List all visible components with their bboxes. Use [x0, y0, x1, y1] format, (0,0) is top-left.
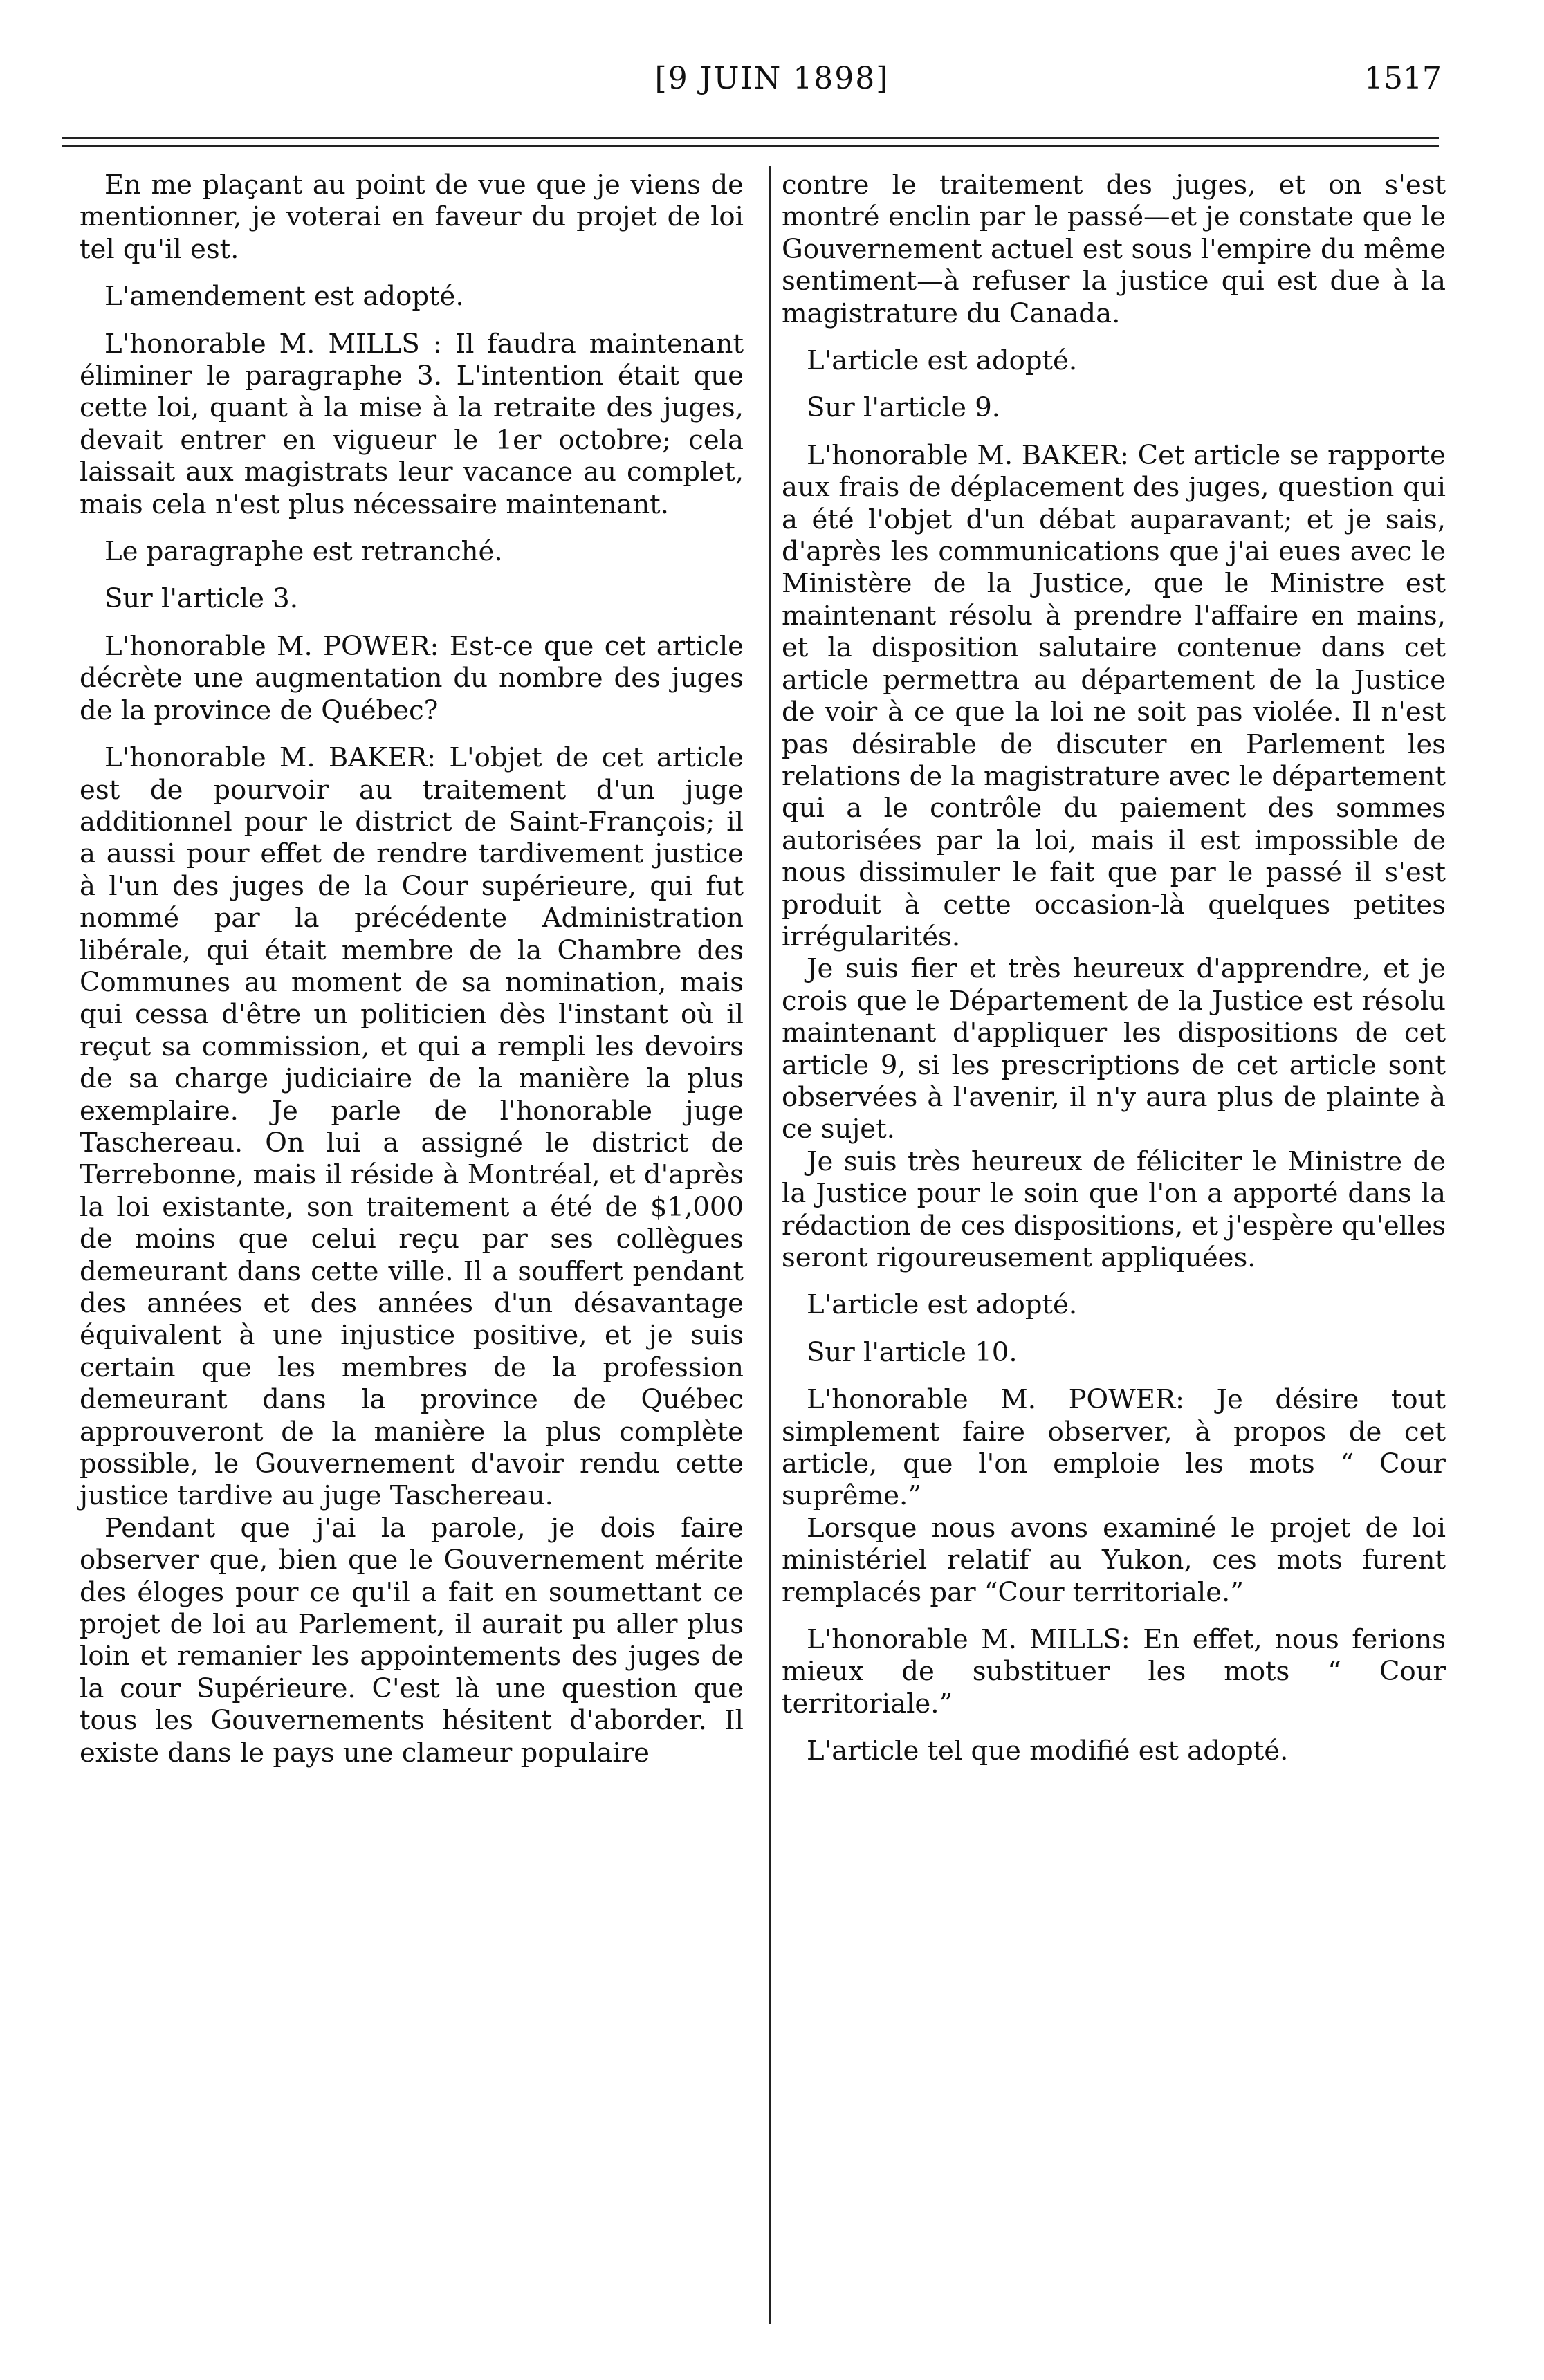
paragraph: contre le traitement des juges, et on s'est montré enclin par le passé—et je constate que le Gouvernement actuel est sous l'empire du même sentiment—à refuser la justice qui est due à la magistrature du Canada. [782, 169, 1446, 329]
paragraph: Le paragraphe est retranché. [104, 536, 503, 568]
paragraph: Je suis très heureux de féliciter le Ministre de la Justice pour le soin que l'on a apporté dans la rédaction de ces dispositions, et j'espère qu'elles seront rigoureusement appliquées. [782, 1145, 1446, 1273]
paragraph: Sur l'article 10. [807, 1336, 1018, 1368]
paragraph: Lorsque nous avons examiné le projet de loi ministériel relatif au Yukon, ces mots furent remplacés par “Cour territoriale.” [782, 1512, 1446, 1608]
paragraph: En me plaçant au point de vue que je viens de mentionner, je voterai en faveur du projet de loi tel qu'il est. [80, 169, 744, 265]
page-header [0, 61, 1544, 116]
header-date: [9 JUIN 1898] [654, 61, 890, 96]
paragraph: Sur l'article 3. [104, 583, 299, 615]
paragraph: L'honorable M. BAKER: Cet article se rapporte aux frais de déplacement des juges, question qui a été l'objet d'un débat auparavant; et je sais, d'après les communications que j'ai eues avec le Ministère de la Justice, que le Ministre est maintenant résolu à prendre l'affaire en mains, et la disposition salutaire contenue dans cet article permettra au département de la Justice de voir à ce que la loi ne soit pas violée. Il n'est pas désirable de discuter en Parlement les relations de la magistrature avec le département qui a le contrôle du paiement des sommes autorisées par la loi, mais il est impossible de nous dissimuler le fait que par le passé il s'est produit à cette occasion-là quelques petites irrégularités. [782, 439, 1446, 952]
paragraph: Pendant que j'ai la parole, je dois faire observer que, bien que le Gouvernement mérite des éloges pour ce qu'il a fait en soumettant ce projet de loi au Parlement, il aurait pu aller plus loin et remanier les appointements des juges de la cour Supérieure. C'est là une question que tous les Gouvernements hésitent d'aborder. Il existe dans le pays une clameur populaire [80, 1512, 744, 1769]
paragraph: L'honorable M. POWER: Je désire tout simplement faire observer, à propos de cet article, que l'on emploie les mots “ Cour suprême.” [782, 1384, 1446, 1512]
paragraph: L'article est adopté. [807, 345, 1078, 377]
page-number: 1517 [1364, 61, 1442, 96]
header-rule [62, 137, 1439, 139]
header-rule-double [62, 145, 1439, 147]
paragraph: L'honorable M. MILLS: En effet, nous ferions mieux de substituer les mots “ Cour territoriale.” [782, 1624, 1446, 1719]
paragraph: L'amendement est adopté. [104, 281, 464, 313]
right-column [782, 169, 1446, 1768]
paragraph: L'honorable M. POWER: Est-ce que cet article décrète une augmentation du nombre des juges de la province de Québec? [80, 630, 744, 726]
paragraph: L'honorable M. BAKER: L'objet de cet article est de pourvoir au traitement d'un juge additionnel pour le district de Saint-François; il a aussi pour effet de rendre tardivement justice à l'un des juges de la Cour supérieure, qui fut nommé par la précédente Administration libérale, qui était membre de la Chambre des Communes au moment de sa nomination, mais qui cessa d'être un politicien dès l'instant où il reçut sa commission, et qui a rempli les devoirs de sa charge judiciaire de la manière la plus exemplaire. Je parle de l'honorable juge Taschereau. On lui a assigné le district de Terrebonne, mais il réside à Montréal, et d'après la loi existante, son traitement a été de $1,000 de moins que celui reçu par ses collègues demeurant dans cette ville. Il a souffert pendant des années et des années d'un désavantage équivalent à une injustice positive, et je suis certain que les membres de la profession demeurant dans la province de Québec approuveront de la manière la plus complète possible, le Gouvernement d'avoir rendu cette justice tardive au juge Taschereau. [80, 742, 744, 1512]
column-separator [769, 166, 771, 2324]
left-column [80, 169, 744, 1769]
paragraph: L'article tel que modifié est adopté. [807, 1735, 1289, 1767]
paragraph: L'honorable M. MILLS : Il faudra maintenant éliminer le paragraphe 3. L'intention était que cette loi, quant à la mise à la retraite des juges, devait entrer en vigueur le 1er octobre; cela laissait aux magistrats leur vacance au complet, mais cela n'est plus nécessaire maintenant. [80, 328, 744, 520]
paragraph: L'article est adopté. [807, 1289, 1078, 1321]
paragraph: Sur l'article 9. [807, 392, 1001, 424]
paragraph: Je suis fier et très heureux d'apprendre, et je crois que le Département de la Justice est résolu maintenant d'appliquer les dispositions de cet article 9, si les prescriptions de cet article sont observées à l'avenir, il n'y aura plus de plainte à ce sujet. [782, 953, 1446, 1145]
